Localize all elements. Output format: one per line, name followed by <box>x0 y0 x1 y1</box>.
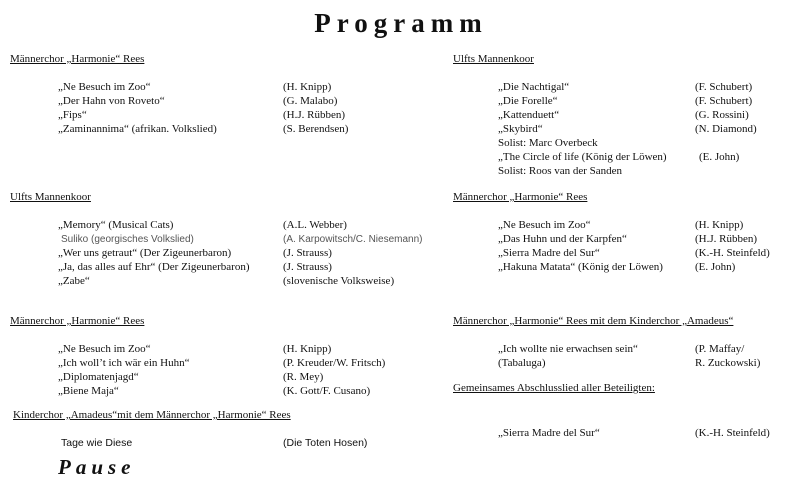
song-author: (J. Strauss) <box>283 247 332 259</box>
song-author: (A. Karpowitsch/C. Niesemann) <box>283 234 423 245</box>
song-title: „Ja, das alles auf Ehr“ (Der Zigeunerbaron) <box>58 261 250 273</box>
song-author: (E. John) <box>699 151 740 163</box>
song-title: „Hakuna Matata“ (König der Löwen) <box>498 261 663 273</box>
song-title: „Ne Besuch im Zoo“ <box>498 219 591 231</box>
song-author: (F. Schubert) <box>695 81 753 93</box>
song-title: Tage wie Diese <box>61 437 133 449</box>
song-title: „Das Huhn und der Karpfen“ <box>498 233 627 245</box>
song-author: (K. Gott/F. Cusano) <box>283 385 371 397</box>
song-title: „Sierra Madre del Sur“ <box>498 427 600 439</box>
pause-label: Pause <box>58 455 136 479</box>
soloist-note: Solist: Roos van der Sanden <box>498 165 623 177</box>
program-title: Programm <box>314 8 488 38</box>
song-author: (P. Maffay/ <box>695 343 745 355</box>
song-author: (H. Knipp) <box>283 343 332 355</box>
section-heading: Männerchor „Harmonie“ Rees mit dem Kinderchor „Amadeus“ <box>453 315 734 327</box>
song-title: „Die Nachtigal“ <box>498 81 570 93</box>
song-author: (G. Malabo) <box>283 95 338 107</box>
song-title: „Ich woll’t ich wär ein Huhn“ <box>58 357 190 369</box>
song-author: (H. Knipp) <box>695 219 744 231</box>
song-title: „Diplomatenjagd“ <box>58 371 139 383</box>
section-heading: Männerchor „Harmonie“ Rees <box>10 315 145 327</box>
song-author: (Die Toten Hosen) <box>283 437 368 449</box>
soloist-note: Solist: Marc Overbeck <box>498 137 598 149</box>
song-title: „Zabe“ <box>58 275 90 287</box>
song-title: „Fips“ <box>58 109 87 121</box>
song-author: (J. Strauss) <box>283 261 332 273</box>
song-title: „The Circle of life (König der Löwen) <box>498 151 667 163</box>
song-author: (R. Mey) <box>283 371 324 383</box>
song-author: (A.L. Webber) <box>283 219 347 231</box>
section-heading: Ulfts Mannenkoor <box>10 191 91 203</box>
song-title: „Biene Maja“ <box>58 385 119 397</box>
song-title: „Sierra Madre del Sur“ <box>498 247 600 259</box>
section-heading: Ulfts Mannenkoor <box>453 53 534 65</box>
section-heading: Gemeinsames Abschlusslied aller Beteiligten: <box>453 382 655 394</box>
song-subtitle: (Tabaluga) <box>498 357 546 369</box>
song-author: (H. Knipp) <box>283 81 332 93</box>
song-title: „Zaminannima“ (afrikan. Volkslied) <box>58 123 217 135</box>
song-author: (P. Kreuder/W. Fritsch) <box>283 357 386 369</box>
section-heading: Männerchor „Harmonie“ Rees <box>10 53 145 65</box>
song-author: (H.J. Rübben) <box>283 109 346 121</box>
song-title: „Memory“ (Musical Cats) <box>58 219 174 231</box>
song-author: (S. Berendsen) <box>283 123 349 135</box>
song-author: (N. Diamond) <box>695 123 757 135</box>
song-title: „Ich wollte nie erwachsen sein“ <box>498 343 638 355</box>
section-heading: Männerchor „Harmonie“ Rees <box>453 191 588 203</box>
song-title: „Die Forelle“ <box>498 95 558 107</box>
song-title: „Ne Besuch im Zoo“ <box>58 343 151 355</box>
song-author: (E. John) <box>695 261 736 273</box>
song-author: (K.-H. Steinfeld) <box>695 427 770 439</box>
song-title: „Skybird“ <box>498 123 543 135</box>
song-title: „Wer uns getraut“ (Der Zigeunerbaron) <box>58 247 232 259</box>
song-author: (H.J. Rübben) <box>695 233 758 245</box>
song-title: Suliko (georgisches Volkslied) <box>61 234 194 245</box>
song-title: „Ne Besuch im Zoo“ <box>58 81 151 93</box>
song-author: (slovenische Volksweise) <box>283 275 395 287</box>
song-author: (G. Rossini) <box>695 109 749 121</box>
song-author: (F. Schubert) <box>695 95 753 107</box>
section-heading: Kinderchor „Amadeus“mit dem Männerchor „Harmonie“ Rees <box>13 409 291 421</box>
song-author: (K.-H. Steinfeld) <box>695 247 770 259</box>
song-title: „Der Hahn von Roveto“ <box>58 95 165 107</box>
song-title: „Kattenduett“ <box>498 109 560 121</box>
song-author: R. Zuckowski) <box>695 357 761 369</box>
